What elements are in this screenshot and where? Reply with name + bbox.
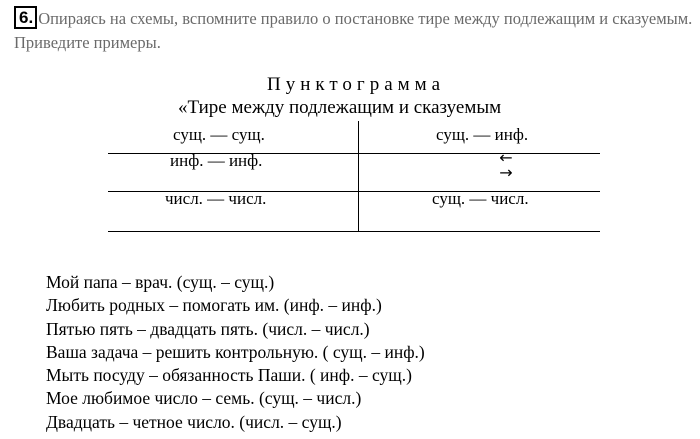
- arrow-left-icon: ←: [499, 148, 513, 167]
- example-line: Мой папа – врач. (сущ. – сущ.): [46, 272, 275, 292]
- scheme-cell-noun-num: сущ. — числ.: [432, 189, 529, 208]
- example-line: Ваша задача – решить контрольную. ( сущ. – инф.): [46, 341, 425, 362]
- scheme-subtitle: «Тире между подлежащим и сказуемым: [178, 97, 502, 118]
- scheme-cell-noun-inf: сущ. — инф.: [436, 125, 529, 144]
- example-line: Мыть посуду – обязанность Паши. ( инф. – сущ.): [46, 365, 412, 386]
- example-line: Любить родных – помогать им. (инф. – инф.): [46, 295, 382, 316]
- scheme-divider-3: [108, 231, 600, 232]
- scheme-cell-noun-noun: сущ. — сущ.: [173, 125, 265, 144]
- arrow-right-icon: →: [499, 163, 513, 182]
- scheme-cell-num-num: числ. — числ.: [165, 189, 267, 208]
- example-line: Двадцать – четное число. (числ. – сущ.): [46, 411, 342, 432]
- scheme-column-divider: [358, 121, 359, 231]
- task-text: Опираясь на схемы, вспомните правило о постановке тире между подлежащим и сказуемым. Приведите примеры.: [14, 9, 693, 52]
- example-line: Мое любимое число – семь. (сущ. – числ.): [46, 388, 362, 409]
- example-line: Пятью пять – двадцать пять. (числ. – числ.): [46, 318, 370, 339]
- scheme-cell-inf-inf: инф. — инф.: [170, 151, 263, 170]
- task-number: 6.: [14, 6, 37, 29]
- scheme-cell-arrows: [494, 150, 518, 180]
- scheme-title: Пунктограмма: [267, 74, 445, 95]
- task-instruction: [14, 6, 694, 55]
- examples-list: [46, 271, 425, 434]
